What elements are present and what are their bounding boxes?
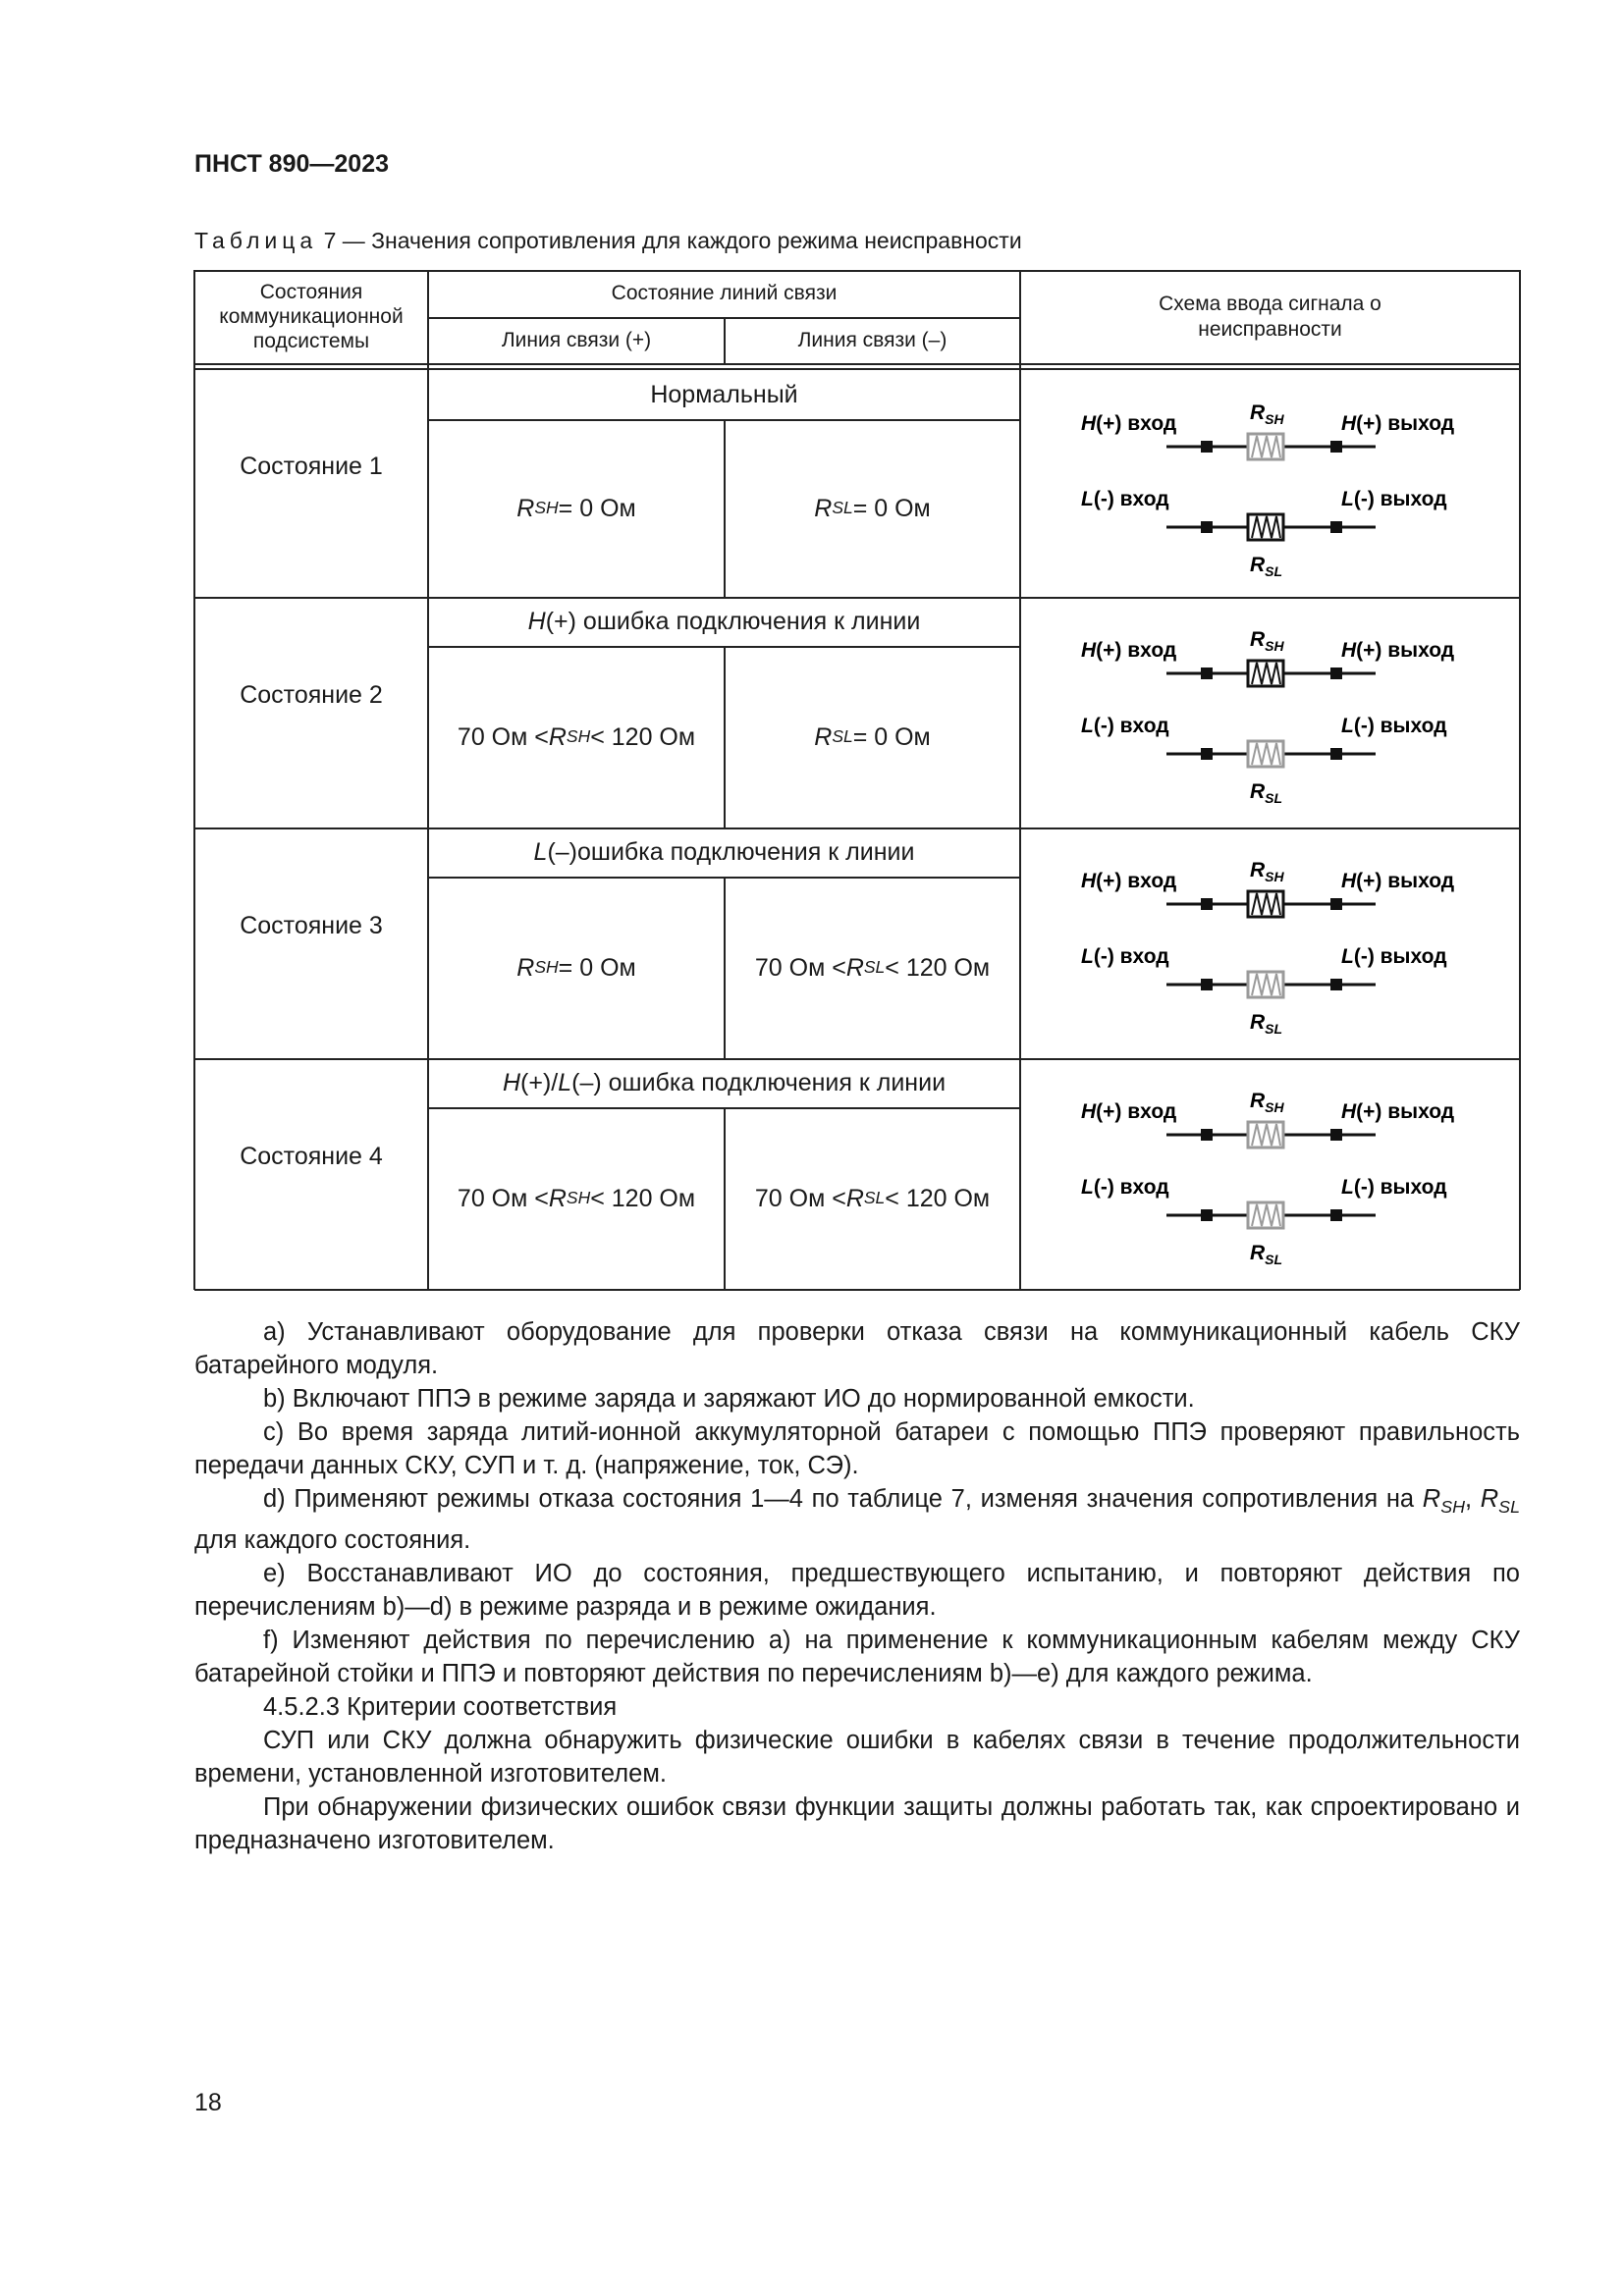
fault-mode (428, 1058, 1020, 1107)
rsh-subscript: SH (1265, 1099, 1284, 1115)
body-text (194, 1315, 1520, 1857)
text-segment: (–) ошибка подключения к линии (571, 1069, 947, 1096)
line-plus-value (428, 419, 725, 597)
svg-text:H(+) выход (1341, 639, 1454, 662)
state-label: Состояние 1 (240, 453, 383, 481)
text-segment: = 0 Ом (558, 494, 636, 522)
l-in-label: (-) вход (1093, 715, 1169, 737)
paragraph (194, 1315, 1520, 1382)
svg-text:L(-) выход (1341, 1176, 1447, 1199)
fault-signal-diagram (1020, 828, 1520, 1058)
resistor-icon (1248, 972, 1283, 997)
paragraph (194, 1790, 1520, 1857)
line-plus-value (428, 877, 725, 1058)
line-minus-value (725, 419, 1020, 597)
line-plus-value (428, 1107, 725, 1289)
svg-text:H(+) выход (1341, 412, 1454, 435)
subscript: SH (1440, 1497, 1465, 1518)
svg-text:RSL (1250, 1242, 1282, 1267)
text-segment: 70 Ом < (457, 722, 549, 751)
document-code: ПНСТ 890—2023 (194, 150, 389, 178)
line-plus-value (428, 646, 725, 828)
paragraph (194, 1482, 1520, 1557)
text-segment: a) Устанавливают оборудование для проверки отказа связи на коммуникационный кабель СКУ батарейного модуля. (194, 1318, 1520, 1379)
state-label: Состояние 2 (240, 680, 383, 709)
text-segment: < 120 Ом (885, 1184, 991, 1212)
text-segment: R (548, 722, 567, 751)
text-segment: (+)/ (520, 1069, 559, 1096)
svg-text:L(-) вход (1081, 715, 1169, 737)
rsl-subscript: SL (1265, 790, 1283, 806)
text-segment: = 0 Ом (558, 953, 636, 982)
resistor-icon (1248, 661, 1283, 686)
table-rule (724, 419, 726, 597)
l-in-label: (-) вход (1093, 945, 1169, 968)
fault-mode (428, 370, 1020, 419)
signal-line (1166, 661, 1376, 686)
rsl-subscript: SL (1265, 1252, 1283, 1267)
table-rule (724, 1107, 726, 1289)
resistor-icon (1248, 741, 1283, 767)
text-segment: (–)ошибка подключения к линии (547, 838, 915, 866)
svg-text:RSL (1250, 1011, 1282, 1037)
subscript: SL (1498, 1497, 1520, 1518)
line-minus-value (725, 646, 1020, 828)
resistor-icon (1248, 434, 1283, 459)
h-letter: H (1081, 412, 1097, 435)
rsh-subscript: SH (1265, 869, 1284, 884)
l-letter: L (1081, 1176, 1094, 1199)
r-label: R (1250, 1011, 1266, 1034)
svg-text:L(-) вход (1081, 1176, 1169, 1199)
text-segment: 70 Ом < (457, 1184, 549, 1212)
text-segment: b) Включают ППЭ в режиме заряда и заряжают ИО до нормированной емкости. (263, 1385, 1195, 1413)
text-segment: < 120 Ом (885, 953, 991, 982)
text-segment: R (1422, 1485, 1441, 1513)
h-letter: H (1341, 639, 1357, 662)
text-segment: 4.5.2.3 Критерии соответствия (263, 1693, 618, 1722)
h-letter: H (1341, 1100, 1357, 1123)
l-out-label: (-) выход (1353, 1176, 1447, 1199)
text-segment: L (558, 1069, 572, 1096)
text-segment: 70 Ом < (754, 1184, 846, 1212)
resistor-icon (1248, 1202, 1283, 1228)
l-out-label: (-) выход (1353, 715, 1447, 737)
h-letter: H (1081, 870, 1097, 892)
table-caption (194, 228, 1022, 254)
text-segment: = 0 Ом (852, 722, 931, 751)
header-line-plus: Линия связи (+) (501, 328, 652, 351)
rsh-subscript: SH (1265, 411, 1284, 427)
subscript: SH (566, 726, 591, 746)
state-label: Состояние 4 (240, 1142, 383, 1170)
header-line-state: Состояние линий связи (611, 282, 838, 305)
rsl-subscript: SL (1265, 563, 1283, 579)
r-label: R (1250, 1090, 1266, 1112)
text-segment: c) Во время заряда литий-ионной аккумуляторной батареи с помощью ППЭ проверяют правильность передачи данных СКУ, СУП и т. д. (напряжение, ток, СЭ). (194, 1418, 1520, 1479)
caption-word: Таблица (194, 228, 318, 253)
r-label: R (1250, 554, 1266, 576)
h-letter: H (1341, 870, 1357, 892)
text-segment: для каждого состояния. (194, 1526, 471, 1555)
h-in-label: (+) вход (1096, 639, 1177, 662)
subscript: SL (863, 957, 886, 977)
table-rule (724, 877, 726, 1058)
svg-text:L(-) выход (1341, 488, 1447, 510)
l-out-label: (-) выход (1353, 488, 1447, 510)
svg-text:RSH (1250, 859, 1285, 884)
svg-text:L(-) выход (1341, 945, 1447, 968)
paragraph (194, 1557, 1520, 1624)
signal-line (1166, 891, 1376, 917)
svg-text:H(+) вход (1081, 1100, 1176, 1123)
h-letter: H (1081, 1100, 1097, 1123)
h-out-label: (+) выход (1356, 639, 1455, 662)
l-in-label: (-) вход (1093, 1176, 1169, 1199)
svg-text:H(+) выход (1341, 870, 1454, 892)
header-scheme: Схема ввода сигнала о неисправности (1159, 293, 1381, 341)
h-out-label: (+) выход (1356, 412, 1455, 435)
svg-text:RSH (1250, 628, 1285, 654)
signal-line (1166, 1122, 1376, 1148)
text-segment: H (502, 1069, 521, 1096)
r-label: R (1250, 401, 1266, 424)
text-segment: R (814, 722, 833, 751)
text-segment: = 0 Ом (852, 494, 931, 522)
text-segment: R (516, 953, 535, 982)
line-minus-value (725, 877, 1020, 1058)
h-in-label: (+) вход (1096, 1100, 1177, 1123)
l-out-label: (-) выход (1353, 945, 1447, 968)
h-out-label: (+) выход (1356, 1100, 1455, 1123)
text-segment: R (516, 494, 535, 522)
paragraph (194, 1382, 1520, 1415)
l-letter: L (1341, 1176, 1354, 1199)
text-segment: < 120 Ом (590, 722, 696, 751)
l-in-label: (-) вход (1093, 488, 1169, 510)
l-letter: L (1341, 715, 1354, 737)
text-segment: R (814, 494, 833, 522)
text-segment: < 120 Ом (590, 1184, 696, 1212)
signal-line (1166, 514, 1376, 540)
svg-text:L(-) вход (1081, 945, 1169, 968)
svg-text:RSL (1250, 554, 1282, 579)
text-segment: 70 Ом < (754, 953, 846, 982)
svg-text:H(+) вход (1081, 639, 1176, 662)
text-segment: f) Изменяют действия по перечислению a) на применение к коммуникационным кабелям между СКУ батарейной стойки и ППЭ и повторяют действия по перечислениям b)—e) для каждого режима. (194, 1627, 1520, 1688)
h-in-label: (+) вход (1096, 412, 1177, 435)
resistor-icon (1248, 1122, 1283, 1148)
svg-text:RSL (1250, 780, 1282, 806)
rsh-subscript: SH (1265, 638, 1284, 654)
text-segment: R (1480, 1485, 1499, 1513)
header-line-minus: Линия связи (–) (797, 328, 947, 351)
l-letter: L (1341, 488, 1354, 510)
paragraph (194, 1415, 1520, 1482)
r-label: R (1250, 780, 1266, 803)
header-states: Состояния коммуникационной подсистемы (219, 280, 404, 353)
svg-text:H(+) вход (1081, 412, 1176, 435)
rsl-subscript: SL (1265, 1021, 1283, 1037)
svg-text:L(-) выход (1341, 715, 1447, 737)
text-segment: Нормальный (650, 381, 798, 408)
l-letter: L (1081, 715, 1094, 737)
table-rule (724, 317, 726, 363)
text-segment: L (533, 838, 548, 866)
svg-text:H(+) вход (1081, 870, 1176, 892)
l-letter: L (1341, 945, 1354, 968)
r-label: R (1250, 859, 1266, 881)
subscript: SH (534, 498, 559, 517)
caption-text: 7 — Значения сопротивления для каждого режима неисправности (317, 228, 1022, 253)
fault-signal-diagram (1020, 597, 1520, 828)
fault-signal-diagram (1020, 1058, 1520, 1289)
l-letter: L (1081, 488, 1094, 510)
text-segment: R (548, 1184, 567, 1212)
signal-line (1166, 434, 1376, 459)
subscript: SL (832, 726, 853, 746)
text-segment: R (845, 953, 864, 982)
subscript: SL (832, 498, 853, 517)
text-segment: R (845, 1184, 864, 1212)
text-segment: (+) ошибка подключения к линии (545, 608, 921, 635)
text-segment: При обнаружении физических ошибок связи функции защиты должны работать так, как спроектировано и предназначено изготовителем. (194, 1793, 1520, 1855)
text-segment: e) Восстанавливают ИО до состояния, предшествующего испытанию, и повторяют действия по перечислениям b)—d) в режиме разряда и в режиме ожидания. (194, 1560, 1520, 1622)
fault-mode (428, 828, 1020, 877)
subscript: SH (534, 957, 559, 977)
signal-line (1166, 972, 1376, 997)
paragraph (194, 1690, 1520, 1724)
h-letter: H (1341, 412, 1357, 435)
subscript: SL (863, 1188, 886, 1207)
text-segment: , (1464, 1485, 1481, 1513)
svg-text:RSH (1250, 1090, 1285, 1115)
resistor-icon (1248, 514, 1283, 540)
table-rule (194, 363, 1520, 365)
state-label: Состояние 3 (240, 911, 383, 939)
paragraph (194, 1624, 1520, 1690)
fault-signal-diagram (1020, 370, 1520, 597)
h-letter: H (1081, 639, 1097, 662)
fault-mode (428, 597, 1020, 646)
text-segment: H (527, 608, 546, 635)
signal-line (1166, 741, 1376, 767)
h-in-label: (+) вход (1096, 870, 1177, 892)
r-label: R (1250, 1242, 1266, 1264)
svg-text:H(+) выход (1341, 1100, 1454, 1123)
svg-text:L(-) вход (1081, 488, 1169, 510)
text-segment: СУП или СКУ должна обнаружить физические ошибки в кабелях связи в течение продолжительности времени, установленной изготовителем. (194, 1727, 1520, 1789)
paragraph (194, 1724, 1520, 1790)
table-rule (194, 270, 1520, 272)
table-rule (194, 1289, 1520, 1291)
table-rule (724, 646, 726, 828)
r-label: R (1250, 628, 1266, 651)
l-letter: L (1081, 945, 1094, 968)
page-number: 18 (194, 2089, 222, 2116)
line-minus-value (725, 1107, 1020, 1289)
resistor-icon (1248, 891, 1283, 917)
subscript: SH (566, 1188, 591, 1207)
svg-text:RSH (1250, 401, 1285, 427)
h-out-label: (+) выход (1356, 870, 1455, 892)
signal-line (1166, 1202, 1376, 1228)
text-segment: d) Применяют режимы отказа состояния 1—4 по таблице 7, изменяя значения сопротивления на (263, 1485, 1423, 1513)
